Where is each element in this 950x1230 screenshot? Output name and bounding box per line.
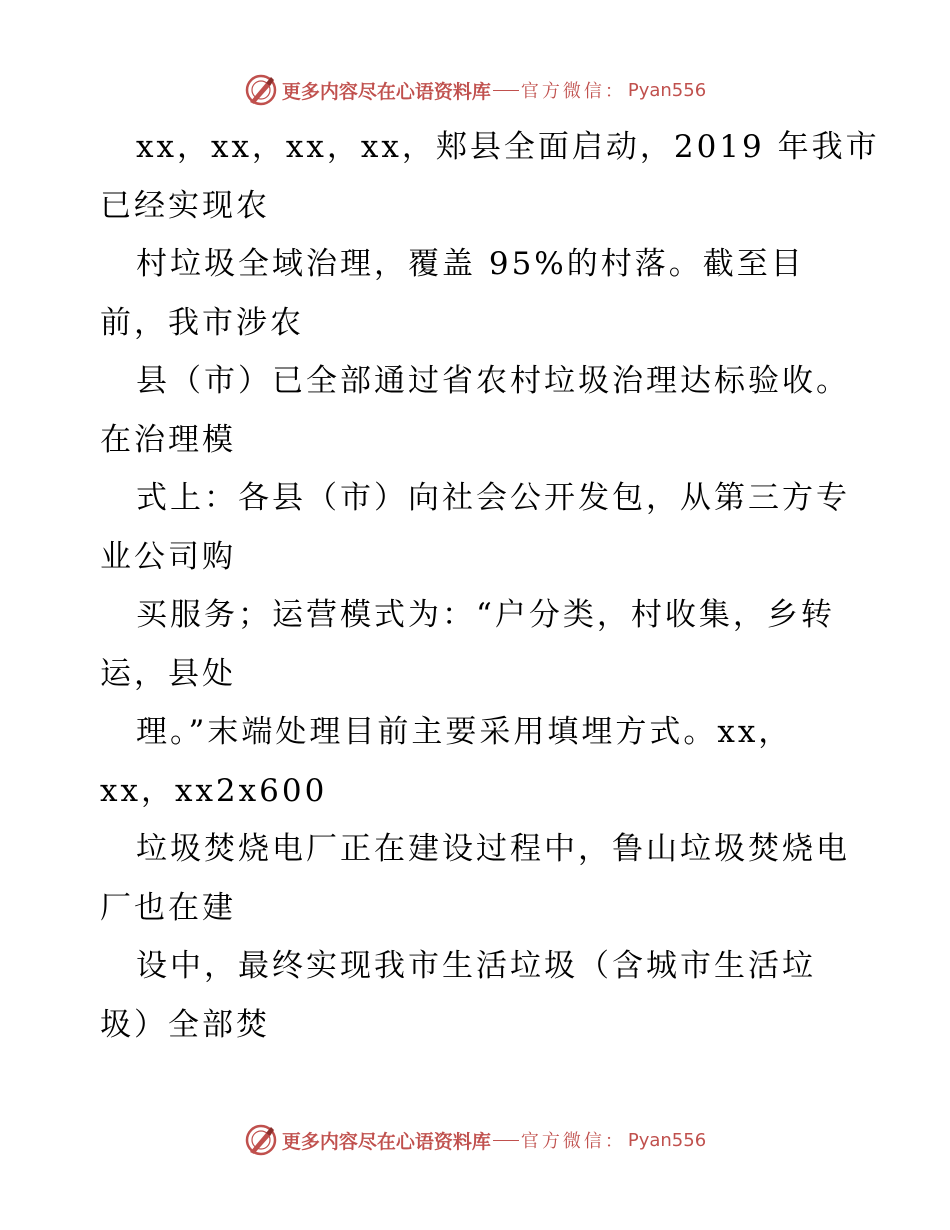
text-line: 圾）全部焚 — [100, 1006, 270, 1043]
text-line: xx，xx2x600 — [100, 772, 328, 809]
wechat-id: Pyan556 — [627, 79, 707, 101]
official-wechat-label: 官方微信： — [520, 1131, 626, 1152]
pen-logo-icon — [244, 1123, 278, 1157]
text-line: 理。”末端处理目前主要采用填埋方式。xx， — [136, 714, 793, 750]
text-line: 运，县处 — [100, 655, 236, 692]
pen-logo-icon — [244, 73, 278, 107]
text-line: 前，我市涉农 — [100, 304, 304, 341]
text-line: 设中，最终实现我市生活垃圾（含城市生活垃 — [136, 948, 816, 984]
banner-dash — [493, 1140, 519, 1141]
footer-banner — [0, 1120, 950, 1160]
text-line: xx，xx，xx，xx，郏县全面启动，2019 年我市 — [136, 129, 880, 165]
text-line: 已经实现农 — [100, 187, 270, 224]
text-line: 在治理模 — [100, 421, 236, 458]
banner-dash — [493, 90, 519, 91]
text-line: 式上：各县（市）向社会公开发包，从第三方专 — [136, 480, 850, 516]
text-line: 村垃圾全域治理，覆盖 95%的村落。截至目 — [136, 246, 805, 282]
document-body — [100, 118, 880, 1054]
text-line: 县（市）已全部通过省农村垃圾治理达标验收。 — [136, 363, 850, 399]
text-line: 买服务；运营模式为：“户分类，村收集，乡转 — [136, 597, 835, 633]
official-wechat-label: 官方微信： — [520, 81, 626, 102]
brand-text: 更多内容尽在心语资料库 — [281, 1130, 491, 1153]
text-line: 业公司购 — [100, 538, 236, 575]
header-banner — [0, 70, 950, 110]
brand-text: 更多内容尽在心语资料库 — [281, 80, 491, 103]
text-line: 厂也在建 — [100, 889, 236, 926]
wechat-id: Pyan556 — [627, 1129, 707, 1151]
text-line: 垃圾焚烧电厂正在建设过程中，鲁山垃圾焚烧电 — [136, 831, 850, 867]
